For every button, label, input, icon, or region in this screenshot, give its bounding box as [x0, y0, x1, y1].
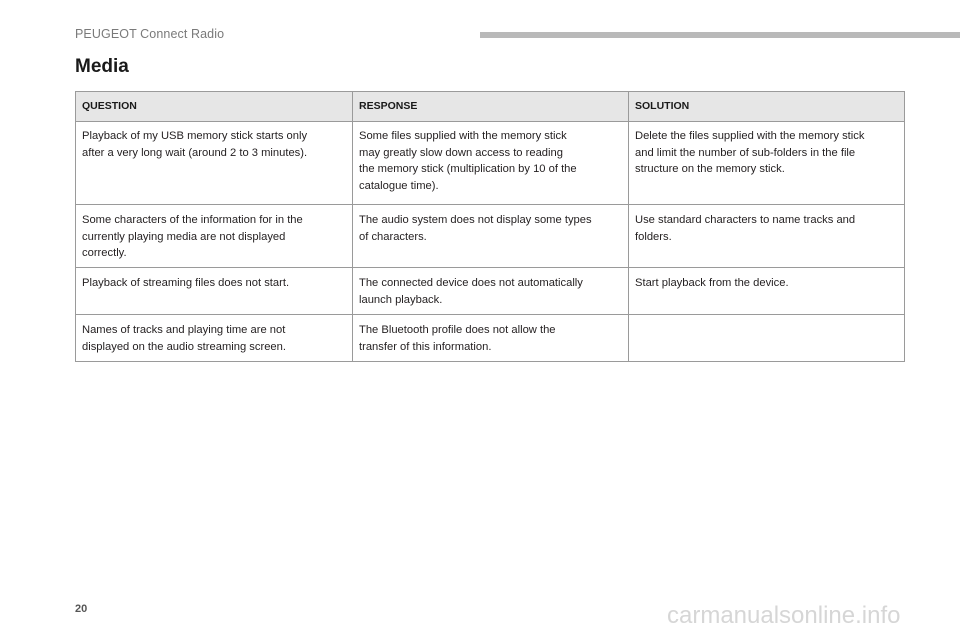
column-header-response: RESPONSE [353, 92, 629, 122]
table-row [76, 268, 905, 315]
response-cell [353, 122, 629, 205]
cell-line: structure on the memory stick. [635, 163, 785, 175]
header-rule [480, 32, 960, 38]
running-header: PEUGEOT Connect Radio [75, 27, 225, 41]
cell-line: The Bluetooth profile does not allow the [359, 324, 556, 336]
column-header-question: QUESTION [76, 92, 353, 122]
solution-cell [629, 315, 905, 362]
response-cell [353, 315, 629, 362]
cell-line: and limit the number of sub-folders in the file [635, 146, 856, 159]
cell-line: Names of tracks and playing time are not [82, 324, 286, 336]
table-header-row [76, 92, 905, 122]
question-cell [76, 268, 353, 315]
cell-line: after a very long wait (around 2 to 3 minutes). [82, 146, 308, 159]
question-cell [76, 122, 353, 205]
cell-line: The connected device does not automatically [359, 277, 583, 289]
cell-line: currently playing media are not displayed [82, 230, 286, 243]
cell-line: the memory stick (multiplication by 10 of the [359, 163, 577, 175]
cell-line: displayed on the audio streaming screen. [82, 340, 286, 353]
response-cell [353, 205, 629, 268]
cell-line: Playback of my USB memory stick starts only [82, 130, 308, 142]
table-row [76, 315, 905, 362]
cell-line: Some files supplied with the memory stick [359, 130, 567, 142]
cell-line: Start playback from the device. [635, 277, 789, 289]
cell-line: may greatly slow down access to reading [359, 146, 563, 159]
cell-line: correctly. [82, 247, 127, 259]
cell-line: Playback of streaming files does not start. [82, 277, 290, 289]
cell-line: The audio system does not display some types [359, 214, 592, 226]
solution-cell [629, 122, 905, 205]
cell-line: of characters. [359, 230, 427, 243]
watermark-text: carmanualsonline.info [667, 602, 901, 629]
solution-cell [629, 268, 905, 315]
troubleshooting-table [75, 91, 905, 362]
cell-line: launch playback. [359, 293, 443, 306]
question-cell [76, 205, 353, 268]
cell-line: Delete the files supplied with the memory stick [635, 130, 865, 142]
page-number: 20 [75, 603, 88, 615]
table-row [76, 205, 905, 268]
response-cell [353, 268, 629, 315]
cell-line: transfer of this information. [359, 340, 492, 353]
question-cell [76, 315, 353, 362]
cell-line: catalogue time). [359, 179, 439, 192]
column-header-solution: SOLUTION [629, 92, 905, 122]
cell-line: Some characters of the information for in the [82, 214, 303, 226]
solution-cell [629, 205, 905, 268]
cell-line: Use standard characters to name tracks and [635, 214, 856, 226]
cell-line: folders. [635, 230, 672, 243]
section-title: Media [75, 56, 129, 77]
table-row [76, 122, 905, 205]
